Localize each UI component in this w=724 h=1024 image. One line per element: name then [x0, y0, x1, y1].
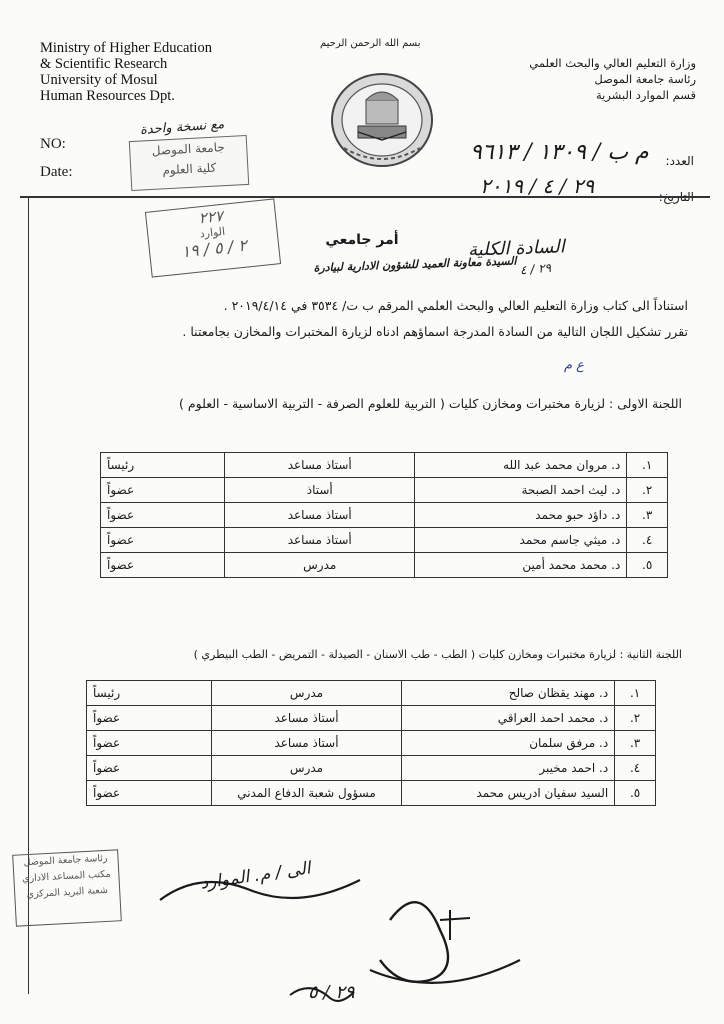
- handwritten-copy-note: مع نسخة واحدة: [139, 117, 225, 138]
- member-rank: مسؤول شعبة الدفاع المدني: [211, 781, 402, 806]
- faculty-stamp-line-2: كلية العلوم: [162, 160, 217, 178]
- member-role: عضواً: [101, 478, 225, 503]
- receipt-date: ٢ / ٥ / ١٩: [180, 235, 248, 262]
- number-label: NO:: [40, 136, 66, 152]
- member-rank: مدرس: [211, 756, 402, 781]
- committee-2-title: اللجنة الثانية : لزيارة مختبرات ومخازن كليات ( الطب - طب الاسنان - الصيدلة - التمريض - الطب البيطري ): [193, 648, 682, 661]
- member-role: عضواً: [101, 553, 225, 578]
- receipt-label: الوارد: [199, 224, 226, 241]
- row-index: ١.: [615, 681, 656, 706]
- member-name: د. ليث احمد الصبحة: [415, 478, 627, 503]
- english-line-3: University of Mosul: [40, 72, 158, 88]
- arabic-line-1: وزارة التعليم العالي والبحث العلمي: [529, 56, 696, 70]
- committee-2-table: [86, 680, 656, 806]
- faculty-stamp: [129, 135, 249, 191]
- member-role: عضواً: [87, 756, 212, 781]
- member-name: د. محمد محمد أمين: [415, 553, 627, 578]
- member-name: د. ميثي جاسم محمد: [415, 528, 627, 553]
- member-role: رئيساً: [101, 453, 225, 478]
- handwritten-recipient: السادة الكلية: [467, 236, 566, 261]
- mail-office-stamp: [12, 849, 122, 926]
- arabic-letterhead: [529, 55, 696, 103]
- english-line-4: Human Resources Dpt.: [40, 88, 175, 104]
- member-role: عضواً: [87, 781, 212, 806]
- row-index: ٥.: [627, 553, 668, 578]
- row-index: ٣.: [615, 731, 656, 756]
- arabic-line-2: رئاسة جامعة الموصل: [594, 72, 696, 86]
- date-label-ar: التاريخ:: [658, 190, 694, 204]
- committee-1-title: اللجنة الاولى : لزيارة مختبرات ومخازن كليات ( التربية للعلوم الصرفة - التربية الاساسية - العلوم ): [179, 396, 682, 411]
- table-row: [101, 553, 668, 578]
- member-role: رئيساً: [87, 681, 212, 706]
- table-row: [87, 781, 656, 806]
- member-rank: مدرس: [225, 553, 415, 578]
- basmala: بسم الله الرحمن الرحيم: [320, 38, 421, 49]
- member-role: عضواً: [87, 731, 212, 756]
- member-role: عضواً: [87, 706, 212, 731]
- faculty-stamp-line-1: جامعة الموصل: [151, 140, 226, 158]
- member-rank: أستاذ مساعد: [225, 453, 415, 478]
- row-index: ٣.: [627, 503, 668, 528]
- table-row: [101, 503, 668, 528]
- table-row: [87, 731, 656, 756]
- mail-stamp-line-1: رئاسة جامعة الموصل: [23, 852, 108, 869]
- row-index: ٢.: [627, 478, 668, 503]
- member-name: د. مروان محمد عبد الله: [415, 453, 627, 478]
- row-index: ٢.: [615, 706, 656, 731]
- paragraph-decision: تقرر تشكيل اللجان التالية من السادة المدرجة اسماؤهم ادناه لزيارة المختبرات والمخازن بجامعتنا .: [182, 324, 688, 339]
- member-rank: أستاذ مساعد: [211, 706, 402, 731]
- member-name: د. داؤد حبو محمد: [415, 503, 627, 528]
- table-row: [101, 453, 668, 478]
- member-rank: مدرس: [211, 681, 402, 706]
- member-name: السيد سفيان ادريس محمد: [402, 781, 615, 806]
- member-rank: أستاذ مساعد: [225, 528, 415, 553]
- handwritten-date: ٢٩ / ٤ / ٢٠١٩: [480, 174, 595, 198]
- handwritten-bottom-date: ٢٩ / ٥: [308, 982, 355, 1003]
- table-row: [101, 528, 668, 553]
- handwritten-side-note: ٢٩ / ٤: [519, 260, 552, 278]
- mail-stamp-line-2: مكتب المساعد الاداري: [21, 868, 111, 885]
- member-role: عضواً: [101, 528, 225, 553]
- arabic-line-3: قسم الموارد البشرية: [595, 88, 696, 102]
- handwritten-forward-note: السيدة معاونة العميد للشؤون الادارية لبيادرة: [313, 254, 517, 275]
- handwritten-mark: ع م: [564, 358, 584, 373]
- university-seal-icon: [328, 70, 436, 170]
- row-index: ٤.: [615, 756, 656, 781]
- english-line-1: Ministry of Higher Education: [40, 40, 212, 56]
- committee-1-table: [100, 452, 668, 578]
- member-name: د. مهند يقظان صالح: [402, 681, 615, 706]
- english-letterhead: [40, 40, 212, 104]
- order-title: أمر جامعي: [325, 232, 399, 248]
- handwritten-direction: الى / م. الموارد: [199, 858, 312, 894]
- date-label: Date:: [40, 164, 73, 180]
- row-index: ١.: [627, 453, 668, 478]
- member-role: عضواً: [101, 503, 225, 528]
- member-name: د. مرفق سلمان: [402, 731, 615, 756]
- english-line-2: & Scientific Research: [40, 56, 168, 72]
- mail-stamp-line-3: شعبة البريد المركزي: [26, 884, 109, 901]
- row-index: ٤.: [627, 528, 668, 553]
- table-row: [87, 756, 656, 781]
- member-name: د. احمد مخيبر: [402, 756, 615, 781]
- member-name: د. محمد احمد العراقي: [402, 706, 615, 731]
- member-rank: أستاذ مساعد: [225, 503, 415, 528]
- reference-label-ar: العدد:: [665, 154, 694, 168]
- member-rank: أستاذ: [225, 478, 415, 503]
- paragraph-reference: استناداً الى كتاب وزارة التعليم العالي والبحث العلمي المرقم ب ت/ ٣٥٣٤ في ٢٠١٩/٤/١٤ .: [223, 298, 688, 313]
- row-index: ٥.: [615, 781, 656, 806]
- member-rank: أستاذ مساعد: [211, 731, 402, 756]
- header-divider: [20, 196, 710, 198]
- table-row: [101, 478, 668, 503]
- receipt-number: ٢٢٧: [197, 206, 224, 228]
- table-row: [87, 706, 656, 731]
- handwritten-reference-number: م ب / ١٣٠٩ / ٩٦١٣: [470, 140, 649, 165]
- table-row: [87, 681, 656, 706]
